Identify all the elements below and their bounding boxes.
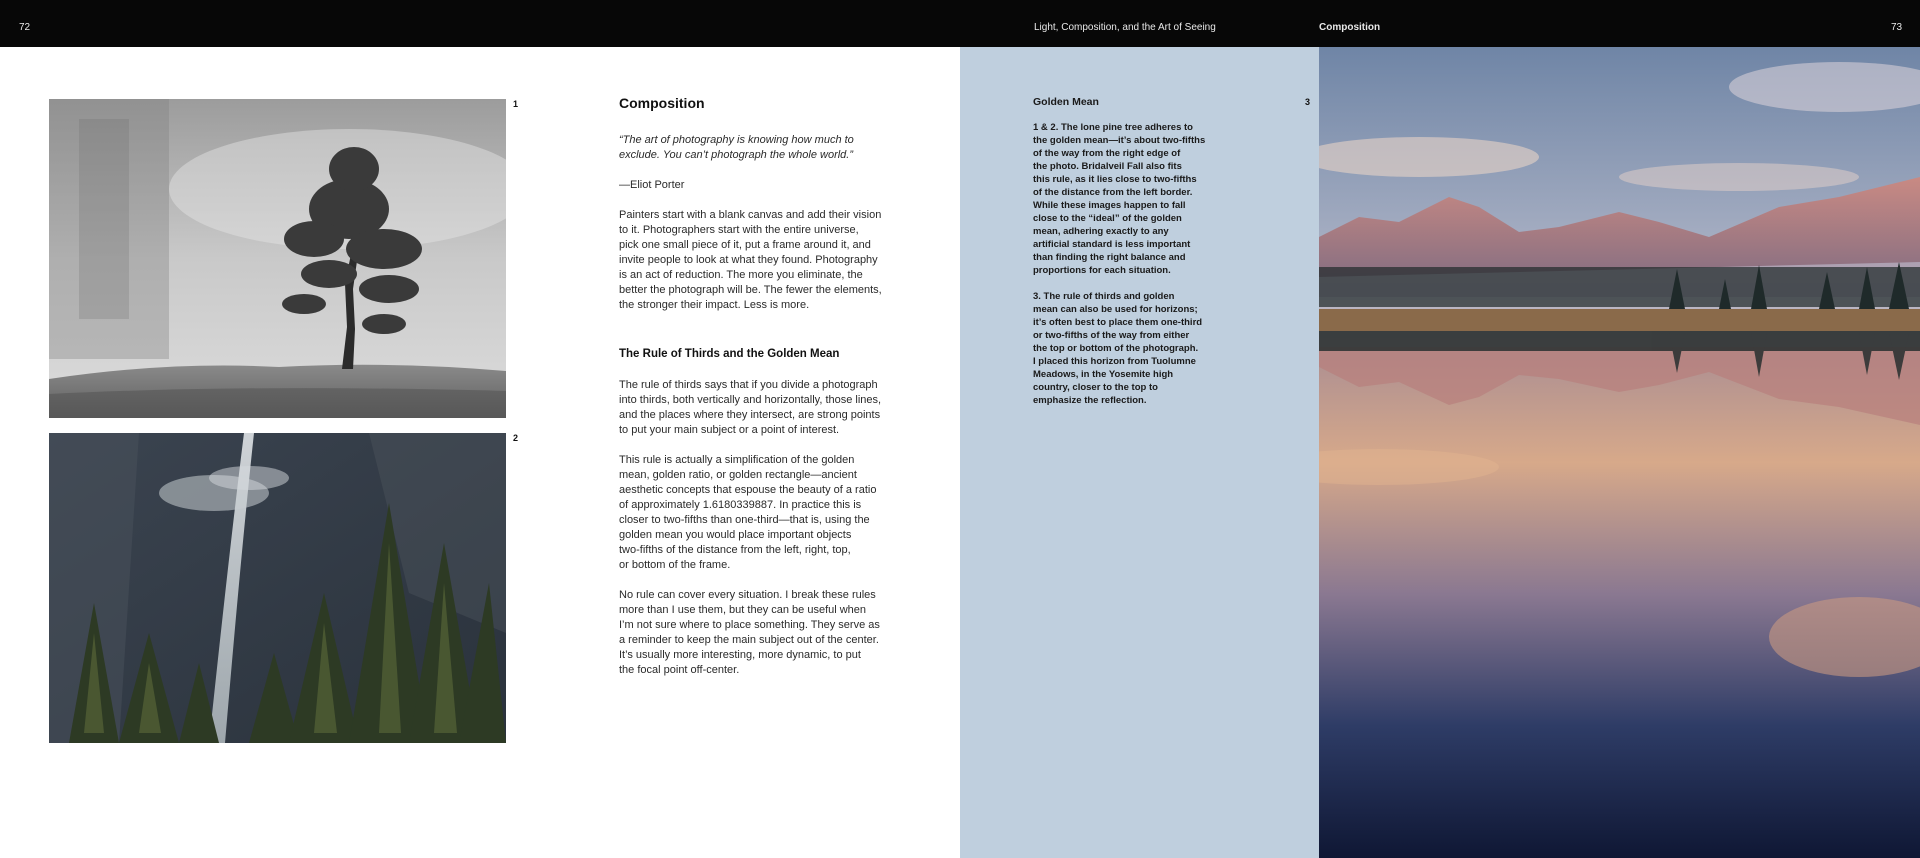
chapter-title: Composition [1319,22,1381,33]
paragraph-golden-mean: This rule is actually a simplification of the golden mean, golden ratio, or golden rectangle—ancient aesthetic concepts that espouse the beauty of a ratio of approximately 1.6180339887. In practice this is closer to two-fifths than one-third—that is, using the golden mean you would place important objects two-fifths of the distance from the left, right, top, or bottom of the frame. [619,454,877,571]
subsection-heading: The Rule of Thirds and the Golden Mean [619,348,840,360]
figure-number-3: 3 [1305,97,1311,107]
figure-number-2: 2 [513,433,519,443]
photo-lone-pine [49,99,506,418]
caption-figures-1-2: 1 & 2. The lone pine tree adheres to the golden mean—it’s about two-fifths of the way from the right edge of the photo. Bridalveil Fall also fits this rule, as it lies close to two-fifths of the distance from the left border. While these images happen to fall close to the “ideal” of the golden mean, adhering exactly to any artificial standard is less important than finding the right balance and proportions for each situation. [1033,122,1206,276]
section-heading: Composition [619,95,705,111]
paragraph-rule-of-thirds: The rule of thirds says that if you divide a photograph into thirds, both vertically and horizontally, those lines, and the places where they intersect, are strong points to put your main subject or a point of interest. [619,379,882,436]
epigraph-quote: “The art of photography is knowing how much to exclude. You can’t photograph the whole world.” [619,134,854,161]
epigraph-attribution: —Eliot Porter [619,179,685,191]
main-text-column [619,96,889,693]
figure-number-1: 1 [513,99,519,109]
paragraph-breaking-rules: No rule can cover every situation. I break these rules more than I use them, but they can be useful when I’m not sure where to place something. They serve as a reminder to keep the main subject out of the center. It’s usually more interesting, more dynamic, to put the focal point off-center. [619,589,880,676]
photo-bridalveil-fall [49,433,506,743]
intro-paragraph: Painters start with a blank canvas and add their vision to it. Photographers start with the entire universe, pick one small piece of it, put a frame around it, and invite people to look at what they found. Photography is an act of reduction. The more you eliminate, the better the photograph will be. The fewer the elements, the stronger their impact. Less is more. [619,209,882,311]
left-page-number: 72 [19,22,31,33]
running-header [0,0,1920,47]
running-title: Light, Composition, and the Art of Seeing [1034,22,1216,33]
caption-figure-3: 3. The rule of thirds and golden mean can also be used for horizons; it’s often best to place them one-third or two-fifths of the way from either the top or bottom of the photograph. I placed this horizon from Tuolumne Meadows, in the Yosemite high country, closer to the top to emphasize the reflection. [1033,291,1203,406]
right-page-number: 73 [1891,22,1903,33]
photo-tuolumne-reflection [1319,47,1920,858]
caption-column [1033,96,1213,420]
caption-heading: Golden Mean [1033,96,1099,108]
